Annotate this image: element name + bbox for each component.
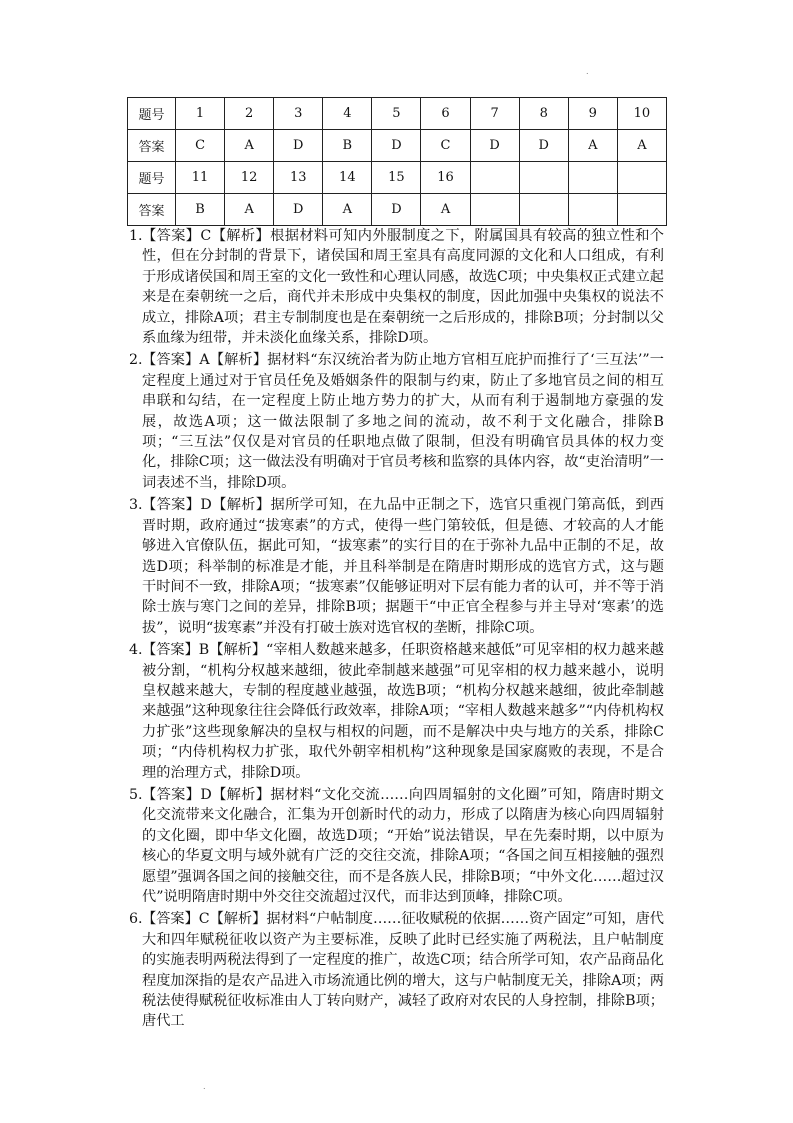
answer-table-row: [128, 130, 667, 162]
top-margin-dot: .: [586, 67, 589, 76]
answer-table-cell: A: [225, 194, 274, 226]
answer-table-cell: 6: [421, 98, 470, 130]
answer-table-cell: 14: [323, 162, 372, 194]
answer-table-cell: 12: [225, 162, 274, 194]
explanation-text: 【答案】C【解析】根据材料可知内外服制度之下，附属国具有较高的独立性和个性，但在分封制的背景下，诸侯国和周王室具有高度同源的文化和人口组成，有利于形成诸侯国和周王室的文化一致性和心理认同感，故选C项；中央集权正式建立起来是在秦朝统一之后，商代并未形成中央集权的制度，因此加强中央集权的说法不成立，排除A项；君主专制制度也是在秦朝统一之后形成的，排除B项；分封制以父系血缘为纽带，并未淡化血缘关系，排除D项。: [142, 228, 664, 347]
explanation-number: 3.: [129, 497, 143, 514]
answer-table-cell: C: [176, 130, 225, 162]
answer-table-cell: 4: [323, 98, 372, 130]
answer-table-cell: 10: [617, 98, 666, 130]
explanation-text: 【答案】A【解析】据材料“东汉统治者为防止地方官相互庇护而推行了‘三互法’”一定程度上通过对于官员任免及婚姻条件的限制与约束，防止了多地官员之间的相互串联和勾结，在一定程度上防止地方势力的扩大，从而有利于遏制地方豪强的发展，故选A项；这一做法限制了多地之间的流动，故不利于文化融合，排除B项；“三互法”仅仅是对官员的任职地点做了限制，但没有明确官员具体的权力变化，排除C项；这一做法没有明确对于官员考核和监察的具体内容，故“吏治清明”一词表述不当，排除D项。: [142, 352, 664, 491]
explanation-number: 4.: [129, 642, 143, 659]
explanation-item: [129, 640, 664, 783]
explanation-item: [129, 226, 664, 348]
answer-table-cell: D: [372, 194, 421, 226]
explanation-item: [129, 785, 664, 907]
answer-table-cell: [470, 194, 519, 226]
answer-table-cell: A: [421, 194, 470, 226]
explanation-text: 【答案】B【解析】“宰相人数越来越多，任职资格越来越低”可见宰相的权力越来越被分割，“机构分权越来越细，彼此牵制越来越强”可见宰相的权力越来越小，说明皇权越来越大，专制的程度越业越强，故选B项；“机构分权越来越细，彼此牵制越来越强”这种现象往往会降低行政效率，排除A项；“宰相人数越来越多”“内侍机构权力扩张”这些现象解决的皇权与相权的问题，而不是解决中央与地方的关系，排除C项；“内侍机构权力扩张，取代外朝宰相机构”这种现象是国家腐败的表现，不是合理的治理方式，排除D项。: [142, 642, 664, 781]
answer-table-cell: [568, 162, 617, 194]
answer-table-cell: 1: [176, 98, 225, 130]
answer-table-cell: D: [372, 130, 421, 162]
explanation-item: [129, 350, 664, 493]
answer-table-cell: 5: [372, 98, 421, 130]
answer-table-cell: [617, 162, 666, 194]
explanation-number: 5.: [129, 786, 143, 803]
explanation-item: [129, 495, 664, 638]
explanation-number: 1.: [129, 228, 143, 244]
answer-table-cell: 3: [274, 98, 323, 130]
answer-table-row-header: 答案: [128, 194, 176, 226]
answer-table-cell: D: [470, 130, 519, 162]
answer-table-cell: [470, 162, 519, 194]
answer-table-cell: 9: [568, 98, 617, 130]
answer-table-cell: B: [323, 130, 372, 162]
explanation-text: 【答案】D【解析】据材料“文化交流……向四周辐射的文化圈”可知，隋唐时期文化交流带来文化融合，汇集为开创新时代的动力，形成了以隋唐为核心向四周辐射的文化圈，即中华文化圈，故选D项；“开始”说法错误，早在先秦时期，以中原为核心的华夏文明与域外就有广泛的交往交流，排除A项；“各国之间互相接触的强烈愿望”强调各国之间的接触交往，而不是各族人民，排除B项；“中外文化……超过汉代”说明隋唐时期中外交往交流超过汉代，而非达到顶峰，排除C项。: [142, 786, 664, 905]
answer-table-cell: [617, 194, 666, 226]
answer-table-cell: [519, 162, 568, 194]
answer-table-cell: 16: [421, 162, 470, 194]
answer-table-cell: 11: [176, 162, 225, 194]
answer-table-cell: D: [274, 130, 323, 162]
answer-table-row-header: 题号: [128, 162, 176, 194]
bottom-margin-dot: .: [203, 1082, 206, 1091]
answer-table-cell: C: [421, 130, 470, 162]
answer-table-cell: D: [274, 194, 323, 226]
answer-table-row: [128, 194, 667, 226]
answer-table-cell: 2: [225, 98, 274, 130]
answer-table-cell: A: [568, 130, 617, 162]
explanation-text: 【答案】D【解析】据所学可知，在九品中正制之下，选官只重视门第高低，到西晋时期，政府通过“拔寒素”的方式，使得一些门第较低，但是德、才较高的人才能够进入官僚队伍，据此可知，“拔寒素”的实行目的在于弥补九品中正制的不足，故选D项；科举制的标准是才能，并且科举制是在隋唐时期形成的选官方式，这与题干时间不一致，排除A项；“拔寒素”仅能够证明对下层有能力者的认可，并不等于消除士族与寒门之间的差异，排除B项；据题干“中正官全程参与并主导对‘寒素’的选拔”，说明“拔寒素”并没有打破士族对选官权的垄断，排除C项。: [142, 497, 664, 636]
answer-table-row-header: 题号: [128, 98, 176, 130]
answer-table-cell: B: [176, 194, 225, 226]
answer-table-cell: A: [323, 194, 372, 226]
answer-table-cell: 8: [519, 98, 568, 130]
answer-table-cell: A: [617, 130, 666, 162]
answer-table-cell: 13: [274, 162, 323, 194]
answer-table-cell: D: [519, 130, 568, 162]
answer-key-table: [127, 97, 667, 226]
answer-table-cell: 7: [470, 98, 519, 130]
answer-table-row: [128, 162, 667, 194]
answer-table-row: [128, 98, 667, 130]
explanation-number: 6.: [129, 911, 143, 928]
explanation-number: 2.: [129, 352, 143, 369]
answer-table-cell: [568, 194, 617, 226]
answer-table-row-header: 答案: [128, 130, 176, 162]
answer-table-cell: [519, 194, 568, 226]
explanation-item: [129, 909, 664, 1031]
explanation-list: [129, 226, 664, 1034]
answer-table-cell: 15: [372, 162, 421, 194]
explanation-text: 【答案】C【解析】据材料“户帖制度……征收赋税的依据……资产固定”可知，唐代大和四年赋税征收以资产为主要标准，反映了此时已经实施了两税法，且户帖制度的实施表明两税法得到了一定程度的推广，故选C项；结合所学可知，农产品商品化程度加深指的是农产品进入市场流通比例的增大，这与户帖制度无关，排除A项；两税法使得赋税征收标准由人丁转向财产，减轻了政府对农民的人身控制，排除B项；唐代工: [142, 911, 664, 1030]
answer-table-cell: A: [225, 130, 274, 162]
